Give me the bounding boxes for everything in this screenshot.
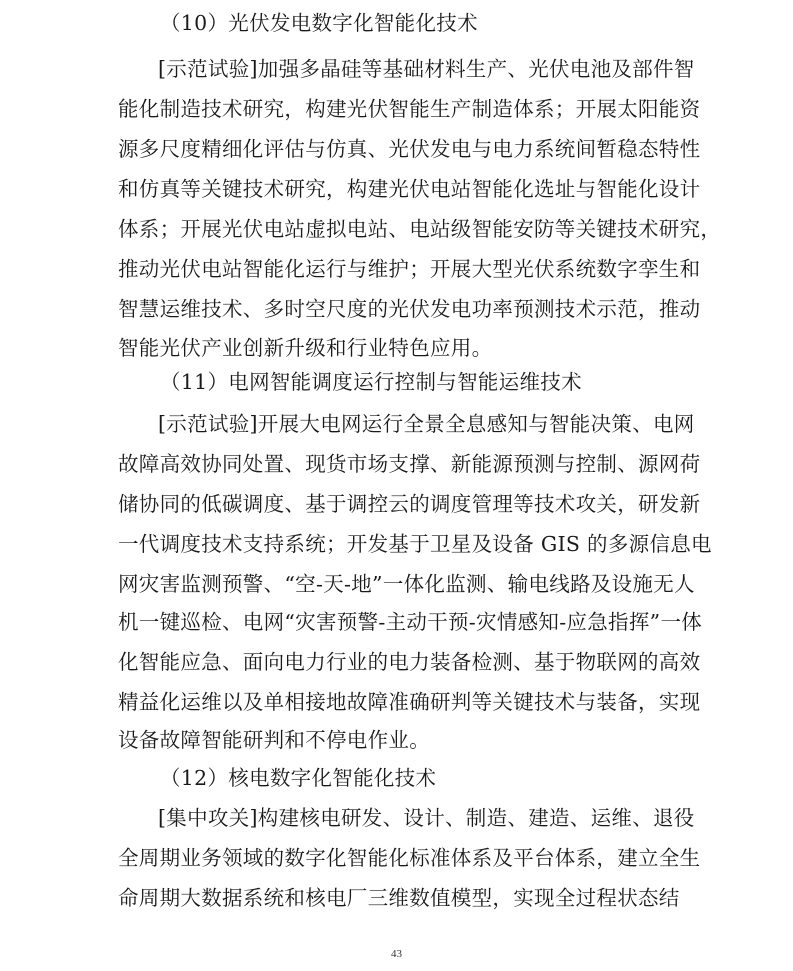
page-number: 43: [391, 948, 402, 960]
paragraph-line: 智慧运维技术、多时空尺度的光伏发电功率预测技术示范，推动: [118, 297, 701, 321]
paragraph-line: 推动光伏电站智能化运行与维护；开展大型光伏系统数字孪生和: [118, 257, 701, 281]
paragraph-line: 故障高效协同处置、现货市场支撑、新能源预测与控制、源网荷: [118, 452, 701, 476]
section-heading: （12）核电数字化智能化技术: [160, 766, 437, 790]
paragraph-line: 和仿真等关键技术研究，构建光伏电站智能化选址与智能化设计: [118, 177, 701, 201]
paragraph-line: 储协同的低碳调度、基于调控云的调度管理等技术攻关，研发新: [118, 492, 701, 516]
paragraph-line: 机一键巡检、电网“灾害预警-主动干预-灾情感知-应急指挥”一体: [118, 610, 703, 634]
paragraph-line: 精益化运维以及单相接地故障准确研判等关键技术与装备，实现: [118, 690, 701, 714]
paragraph-line: 化智能应急、面向电力行业的电力装备检测、基于物联网的高效: [118, 650, 701, 674]
section-heading: （11）电网智能调度运行控制与智能运维技术: [160, 370, 582, 394]
paragraph-line: [集中攻关]构建核电研发、设计、制造、建造、运维、退役: [158, 806, 695, 830]
paragraph-line: 能化制造技术研究，构建光伏智能生产制造体系；开展太阳能资: [118, 97, 701, 121]
paragraph-line: 全周期业务领域的数字化智能化标准体系及平台体系，建立全生: [118, 846, 701, 870]
paragraph-line: 源多尺度精细化评估与仿真、光伏发电与电力系统间暂稳态特性: [118, 137, 701, 161]
paragraph-line: 设备故障智能研判和不停电作业。: [118, 728, 430, 752]
paragraph-line: 网灾害监测预警、“空-天-地”一体化监测、输电线路及设施无人: [118, 572, 695, 596]
paragraph-line: 命周期大数据系统和核电厂三维数值模型，实现全过程状态结: [118, 886, 680, 910]
paragraph-line: [示范试验]加强多晶硅等基础材料生产、光伏电池及部件智: [158, 57, 695, 81]
section-heading: （10）光伏发电数字化智能化技术: [160, 11, 478, 35]
paragraph-line: 智能光伏产业创新升级和行业特色应用。: [118, 336, 493, 360]
paragraph-line: 一代调度技术支持系统；开发基于卫星及设备 GIS 的多源信息电: [118, 532, 712, 556]
paragraph-line: [示范试验]开展大电网运行全景全息感知与智能决策、电网: [158, 412, 695, 436]
paragraph-line: 体系；开展光伏电站虚拟电站、电站级智能安防等关键技术研究，: [118, 217, 722, 241]
